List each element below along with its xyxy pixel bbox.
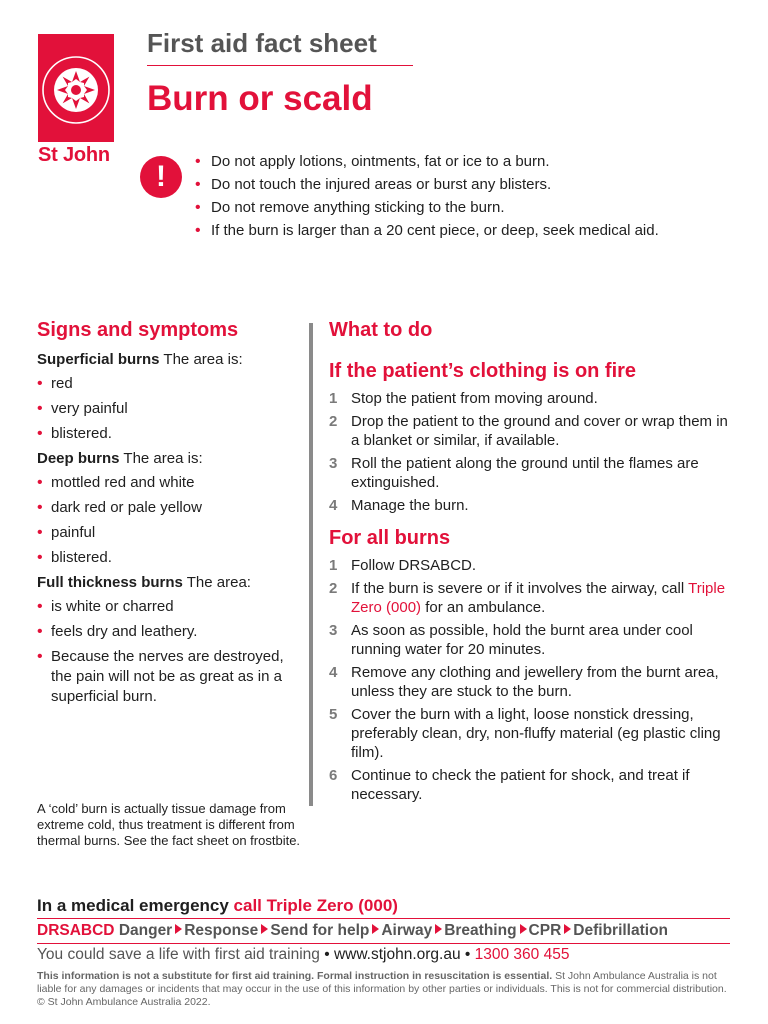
full-thickness-label: Full thickness burns	[37, 574, 183, 591]
all-burns-heading: For all burns	[329, 527, 451, 549]
step-item	[329, 621, 739, 659]
all-burns-steps	[329, 556, 739, 804]
step-text: Drop the patient to the ground and cover or wrap them in a blanket or similar, if available.	[351, 413, 728, 449]
fire-steps	[329, 389, 739, 515]
sheet-kicker: First aid fact sheet	[147, 28, 377, 58]
step-item	[329, 766, 739, 804]
website-link[interactable]: www.stjohn.org.au	[333, 946, 461, 963]
step-number: 1	[329, 390, 338, 407]
emergency-text: In a medical emergency	[37, 896, 234, 915]
training-line	[37, 946, 569, 964]
step-item	[329, 579, 739, 617]
superficial-lead-text: The area is:	[159, 351, 243, 368]
step-text: Follow DRSABCD.	[351, 557, 477, 574]
list-item: • very painful	[37, 399, 302, 419]
step-item	[329, 663, 739, 701]
logo-emblem	[38, 34, 114, 142]
list-item: • mottled red and white	[37, 473, 302, 493]
drsabcd-line	[37, 922, 668, 940]
training-text: You could save a life with first aid training	[37, 946, 320, 963]
disclaimer-bold: This information is not a substitute for first aid training. Formal instruction in resuscitation is essential.	[37, 970, 553, 982]
drsabcd-step: Breathing	[444, 922, 517, 939]
full-thickness-lead-text: The area:	[182, 574, 251, 591]
step-number: 3	[329, 622, 338, 639]
list-item: • feels dry and leathery.	[37, 622, 302, 642]
superficial-list	[37, 374, 302, 444]
separator-bullet: •	[460, 946, 475, 963]
list-item: • dark red or pale yellow	[37, 498, 302, 518]
arrow-right-icon	[261, 924, 268, 934]
arrow-right-icon	[175, 924, 182, 934]
step-item	[329, 454, 739, 492]
list-item: • painful	[37, 523, 302, 543]
full-thickness-lead	[37, 573, 302, 593]
what-to-do-column	[329, 319, 739, 808]
drsabcd-step: Send for help	[270, 922, 370, 939]
step-item	[329, 556, 739, 575]
maltese-cross-icon	[38, 52, 114, 128]
list-item: • blistered.	[37, 424, 302, 444]
disclaimer-text: St John Ambulance Australia is not liable for any damages or incidents that may occur in the use of this information by other parties or individuals. This is not for commercial distribution. © St John Ambulance Australia 2022.	[37, 970, 727, 1008]
emergency-call: call Triple Zero (000)	[233, 896, 398, 915]
arrow-right-icon	[520, 924, 527, 934]
kicker-divider	[147, 65, 413, 66]
triple-zero-link: Triple Zero (000)	[351, 580, 726, 616]
step-text-end: for an ambulance.	[421, 599, 546, 616]
signs-heading: Signs and symptoms	[37, 319, 239, 341]
signs-column	[37, 319, 302, 707]
deep-lead-text: The area is:	[119, 450, 203, 467]
superficial-lead	[37, 350, 302, 370]
st-john-logo	[38, 34, 114, 167]
footer-divider	[37, 943, 730, 944]
step-item	[329, 496, 739, 515]
phone-number[interactable]: 1300 360 455	[474, 946, 570, 963]
step-text: Cover the burn with a light, loose nonstick dressing, preferably clean, dry, non-fluffy material (eg plastic cling film).	[351, 706, 721, 761]
step-number: 2	[329, 580, 338, 597]
step-number: 6	[329, 767, 338, 784]
column-divider	[309, 323, 313, 806]
what-to-do-heading: What to do	[329, 319, 433, 341]
warning-item: • If the burn is larger than a 20 cent piece, or deep, seek medical aid.	[193, 221, 693, 241]
drsabcd-step: CPR	[528, 922, 562, 939]
emergency-line	[37, 896, 398, 916]
arrow-right-icon	[372, 924, 379, 934]
arrow-right-icon	[564, 924, 571, 934]
list-item: • is white or charred	[37, 597, 302, 617]
step-text: Stop the patient from moving around.	[351, 390, 598, 407]
step-number: 4	[329, 664, 338, 681]
step-text: Roll the patient along the ground until the flames are extinguished.	[351, 455, 699, 491]
step-item	[329, 412, 739, 450]
logo-wordmark: St John	[38, 144, 110, 166]
step-number: 2	[329, 413, 338, 430]
warning-list	[193, 152, 693, 244]
list-item: • Because the nerves are destroyed, the pain will not be as great as in a superficial burn.	[37, 647, 302, 707]
step-text: As soon as possible, hold the burnt area under cool running water for 20 minutes.	[351, 622, 693, 658]
drsabcd-step: Airway	[381, 922, 433, 939]
step-text: Continue to check the patient for shock, and treat if necessary.	[351, 767, 690, 803]
step-item	[329, 705, 739, 762]
warning-item: • Do not apply lotions, ointments, fat or ice to a burn.	[193, 152, 693, 172]
step-text: If the burn is severe or if it involves the airway, call	[351, 580, 689, 597]
disclaimer	[37, 970, 732, 1009]
step-number: 3	[329, 455, 338, 472]
superficial-label: Superficial burns	[37, 351, 160, 368]
deep-list	[37, 473, 302, 568]
step-text: Manage the burn.	[351, 497, 469, 514]
arrow-right-icon	[435, 924, 442, 934]
warning-item: • Do not remove anything sticking to the burn.	[193, 198, 693, 218]
drsabcd-step: Defibrillation	[573, 922, 669, 939]
deep-lead	[37, 449, 302, 469]
drsabcd-label: DRSABCD	[37, 922, 115, 939]
step-number: 1	[329, 557, 338, 574]
step-text: Remove any clothing and jewellery from the burnt area, unless they are stuck to the burn.	[351, 664, 719, 700]
separator-bullet: •	[319, 946, 334, 963]
page-title: Burn or scald	[147, 79, 373, 118]
step-number: 4	[329, 497, 338, 514]
drsabcd-step: Response	[184, 922, 259, 939]
footer-divider	[37, 918, 730, 919]
warning-icon: !	[140, 156, 182, 198]
list-item: • red	[37, 374, 302, 394]
drsabcd-step: Danger	[118, 922, 173, 939]
fire-heading: If the patient’s clothing is on fire	[329, 360, 637, 382]
step-number: 5	[329, 706, 338, 723]
step-item	[329, 389, 739, 408]
full-thickness-list	[37, 597, 302, 707]
cold-burn-note: A ‘cold’ burn is actually tissue damage from extreme cold, thus treatment is different from thermal burns. See the fact sheet on frostbite.	[37, 801, 301, 848]
deep-label: Deep burns	[37, 450, 120, 467]
warning-item: • Do not touch the injured areas or burst any blisters.	[193, 175, 693, 195]
list-item: • blistered.	[37, 548, 302, 568]
